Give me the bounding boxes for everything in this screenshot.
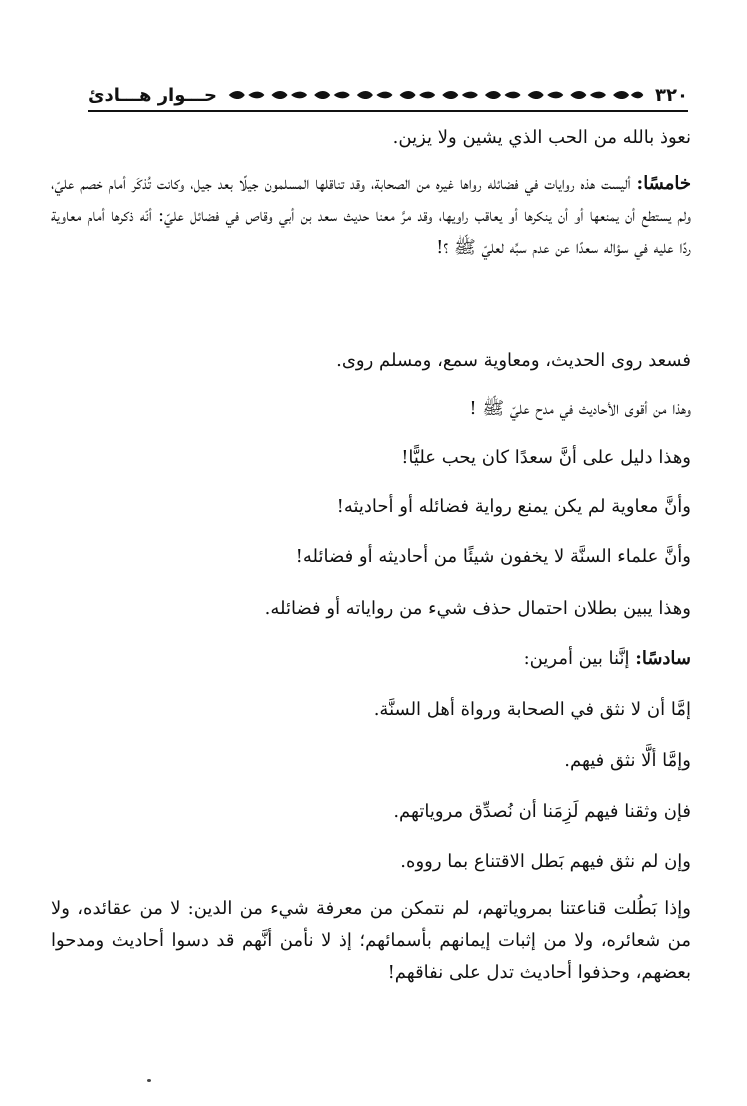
- text-line: إمَّا أن لا نثق في الصحابة ورواة أهل السنَّة.: [373, 699, 691, 720]
- page-speck: [147, 1079, 151, 1082]
- page-number: ٣٢٠: [655, 84, 688, 106]
- text-line: وإن لم نثق فيهم بَطل الاقتناع بما رووه.: [400, 851, 691, 872]
- text-line: وأنَّ علماء السنَّة لا يخفون شيئًا من أحاديثه أو فضائله!: [295, 546, 691, 567]
- page-header: [88, 80, 688, 112]
- text-line: وهذا يبين بطلان احتمال حذف شيء من رواياته أو فضائله.: [264, 598, 691, 619]
- ornament-pattern: [227, 88, 645, 102]
- text-line: نعوذ بالله من الحب الذي يشين ولا يزين.: [392, 127, 691, 148]
- text-line: وأنَّ معاوية لم يكن يمنع رواية فضائله أو أحاديثه!: [336, 496, 691, 517]
- ornament-border: [227, 88, 645, 102]
- book-title: حـــوار هـــادئ: [88, 84, 217, 106]
- text-line: فسعد روى الحديث، ومعاوية سمع، ومسلم روى.: [336, 350, 691, 371]
- text-line: وهذا من أقوى الأحاديث في مدح عليّ ﷺ !: [469, 398, 691, 419]
- paragraph-body: إنَّنا بين أمرين:: [523, 648, 636, 669]
- text-line: وإمَّا ألَّا نثق فيهم.: [564, 750, 691, 771]
- text-line: فإن وثقنا فيهم لَزِمَنا أن نُصدِّق مروياتهم.: [393, 801, 691, 822]
- paragraph-label: خامسًا:: [636, 173, 691, 194]
- paragraph-sixth: [524, 643, 691, 675]
- paragraph-conclusion: وإذا بَطُلت قناعتنا بمروياتهم، لم نتمكن من معرفة شيء من الدين: لا من عقائده، ولا من شعائره، ولا من إثبات إيمانهم بأسمائهم؛ إذ لا نأمن أنَّهم قد دسوا أحاديث ومدحوا بعضهم، وحذفوا أحاديث تدل على نفاقهم!: [51, 898, 691, 983]
- paragraph-body: أليست هذه روايات في فضائله رواها غيره من الصحابة، وقد تناقلها المسلمون جيلًا بعد جيل، وكانت تُذكَر أمام خصم عليّ، ولم يستطع أن يمنعها أو أن ينكرها أو يعاقب راويها، وقد مرَّ معنا حديث سعد بن أبي وقاص في فضائل عليّ: أنّه ذكرها أمام معاوية ردًا عليه في سؤاله سعدًا عن عدم سبِّه لعليّ ﷺ ؟!: [51, 173, 691, 258]
- paragraph-label: سادسًا:: [635, 648, 691, 669]
- text-line: وهذا دليل على أنَّ سعدًا كان يحب عليًّا!: [401, 447, 691, 468]
- paragraph-fifth: [51, 168, 691, 264]
